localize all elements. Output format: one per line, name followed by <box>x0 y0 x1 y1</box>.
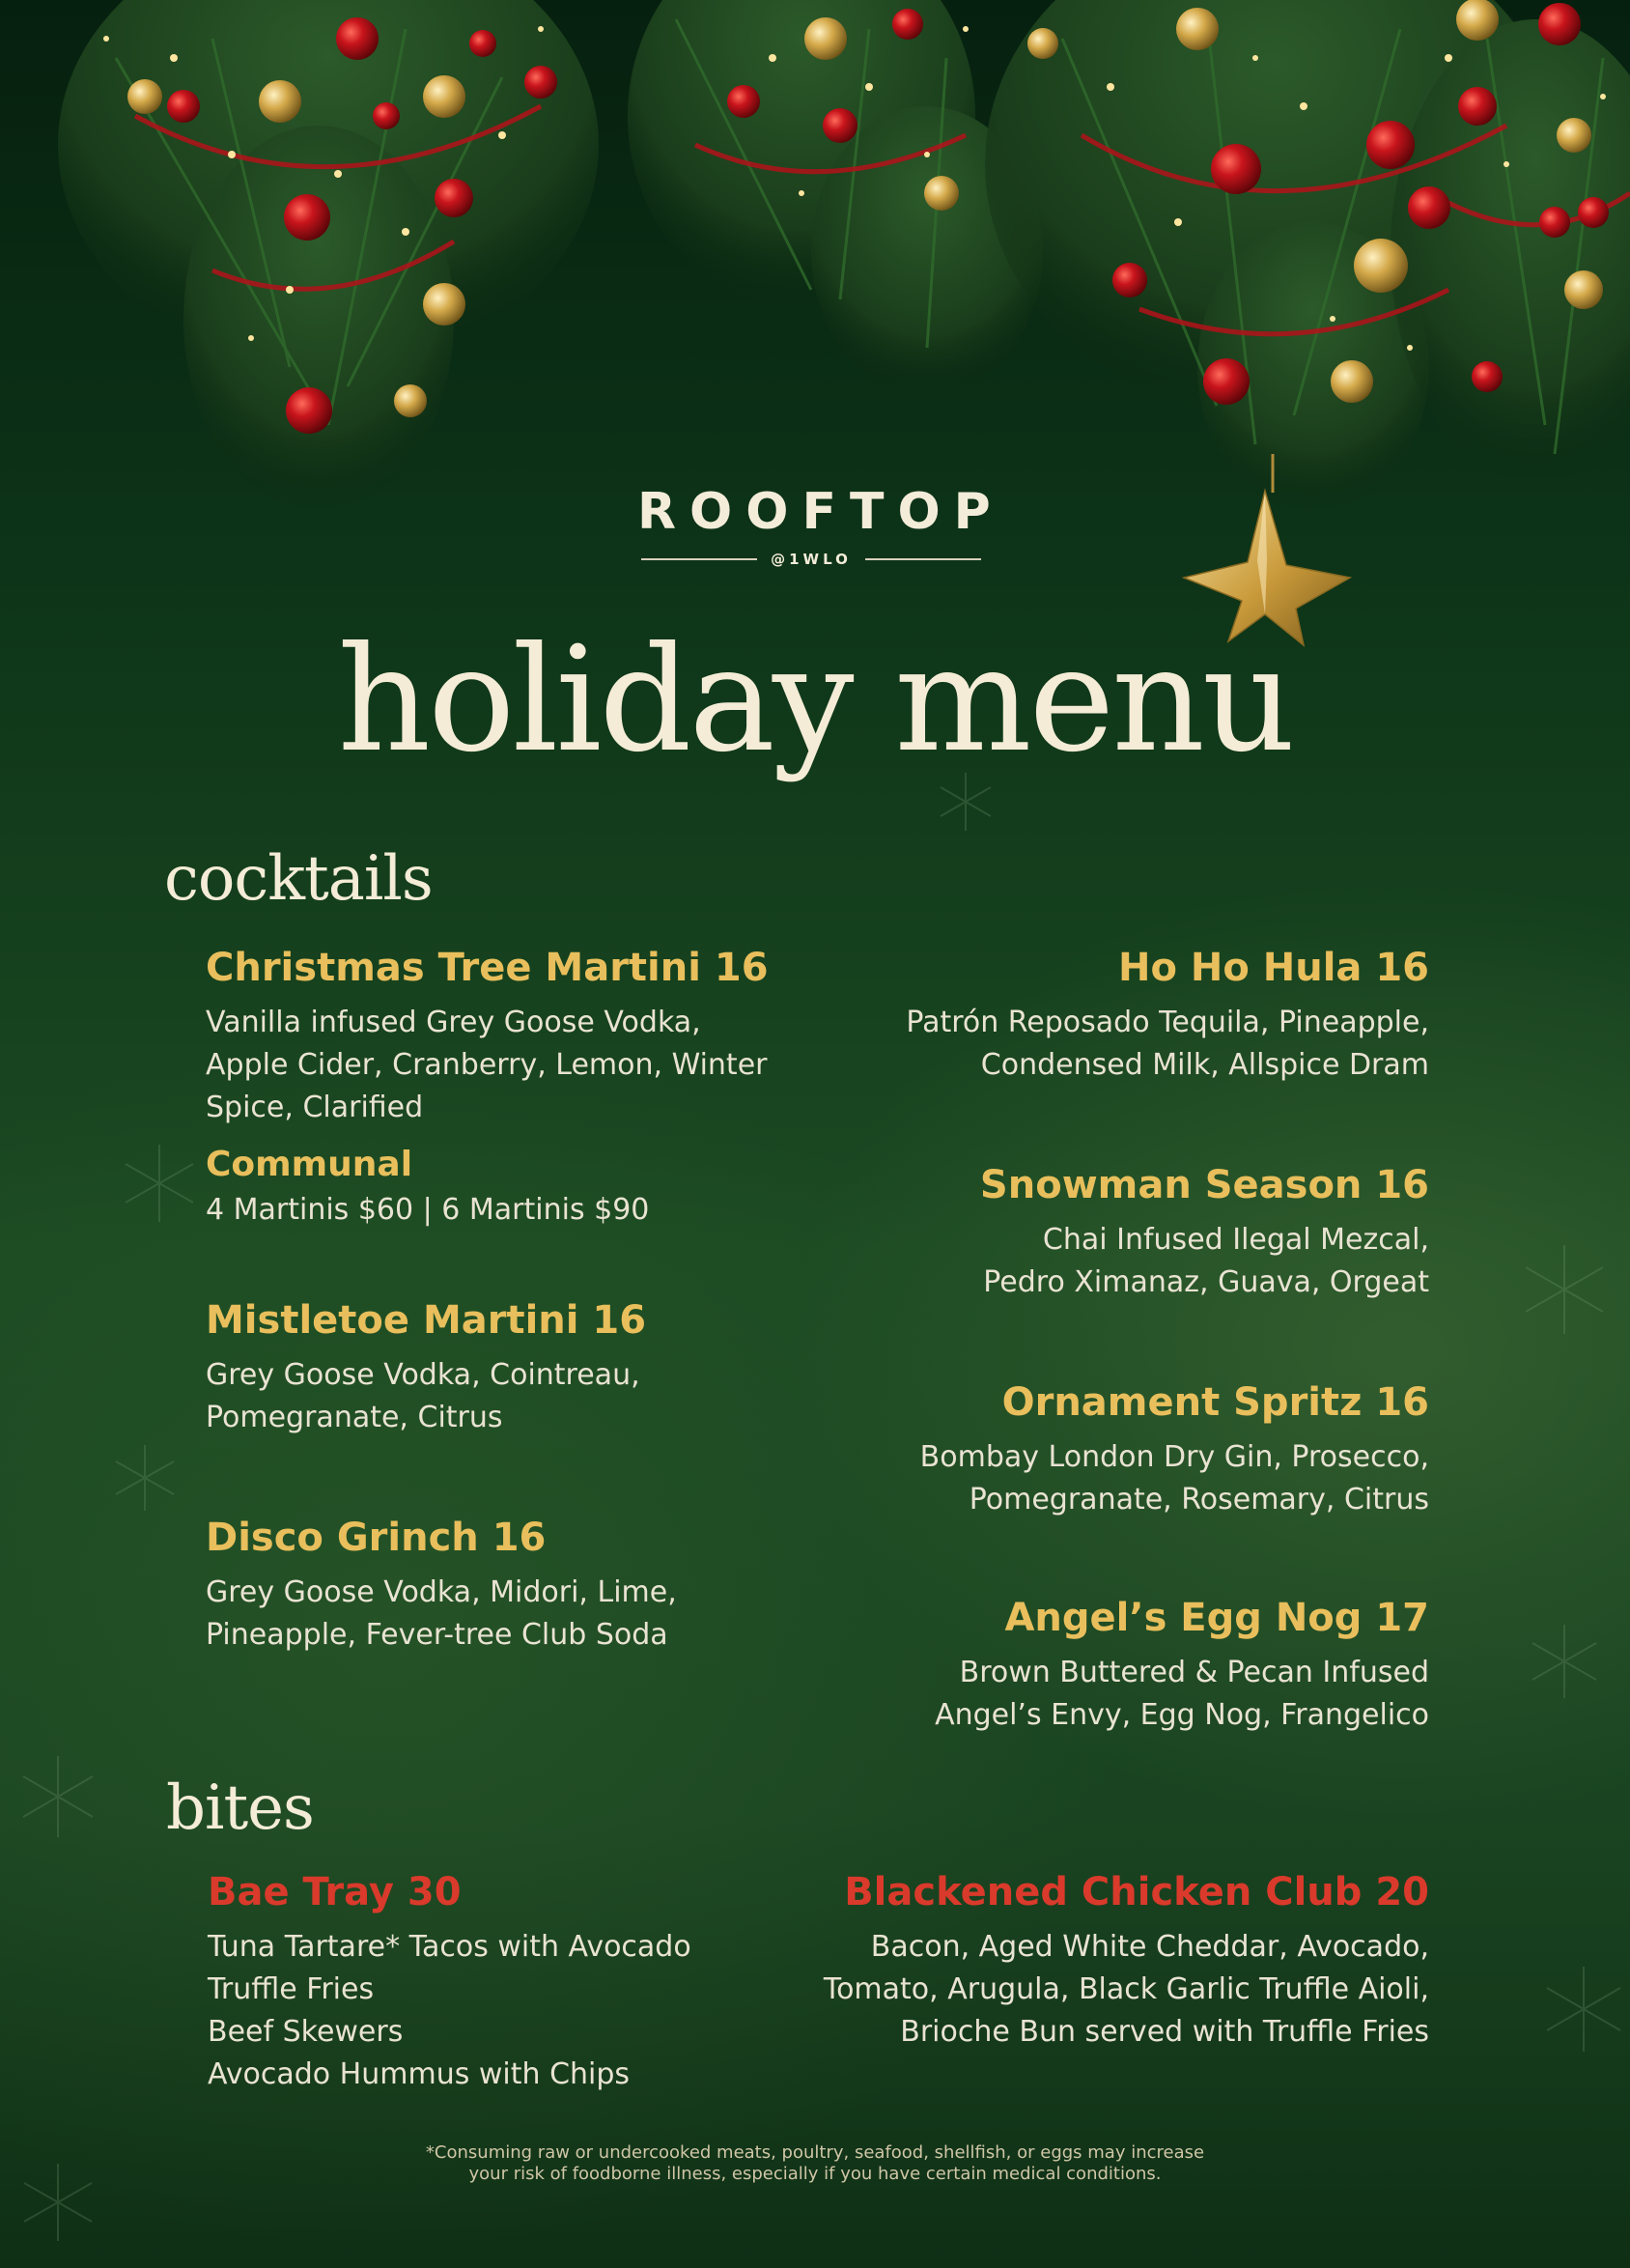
item-description-line: Pineapple, Fever-tree Club Soda <box>206 1618 668 1652</box>
item-description <box>811 1652 1429 1737</box>
logo-divider-left <box>641 558 757 560</box>
brand-logo <box>637 483 1004 568</box>
menu-item-ho-ho-hula <box>811 942 1429 1087</box>
item-description-line: Bombay London Dry Gin, Prosecco, <box>919 1440 1429 1474</box>
item-description <box>811 1219 1429 1304</box>
item-description-line: Beef Skewers <box>208 2015 404 2049</box>
item-description-line: Spice, Clarified <box>206 1091 424 1124</box>
disclaimer-line: *Consuming raw or undercooked meats, poultry, seafood, shellfish, or eggs may increase <box>425 2142 1205 2163</box>
item-description-line: Grey Goose Vodka, Midori, Lime, <box>206 1575 677 1609</box>
menu-item-snowman-season <box>811 1159 1429 1304</box>
communal-pricing: 4 Martinis $60 | 6 Martinis $90 <box>206 1193 650 1227</box>
item-description <box>206 1572 824 1657</box>
item-description-line: Condensed Milk, Allspice Dram <box>980 1048 1429 1082</box>
item-description-line: Pomegranate, Rosemary, Citrus <box>969 1483 1429 1517</box>
communal-heading: Communal <box>206 1145 413 1184</box>
disclaimer-line: your risk of foodborne illness, especially if you have certain medical conditions. <box>468 2164 1162 2184</box>
item-name: Snowman Season 16 <box>979 1163 1429 1207</box>
item-name: Ornament Spritz 16 <box>1001 1380 1429 1425</box>
item-name: Disco Grinch 16 <box>206 1516 547 1560</box>
item-description-line: Vanilla infused Grey Goose Vodka, <box>206 1006 701 1039</box>
menu-item-mistletoe-martini <box>206 1294 824 1439</box>
item-description-line: Tomato, Arugula, Black Garlic Truffle Aioli, <box>823 1972 1429 2006</box>
item-description-line: Brioche Bun served with Truffle Fries <box>900 2015 1429 2049</box>
item-description-line: Apple Cider, Cranberry, Lemon, Winter <box>206 1048 768 1082</box>
menu-item-angels-egg-nog <box>811 1592 1429 1737</box>
item-name: Bae Tray 30 <box>208 1870 462 1914</box>
menu-item-disco-grinch <box>206 1512 824 1657</box>
item-description <box>773 1926 1429 2054</box>
item-description-line: Pomegranate, Citrus <box>206 1401 503 1434</box>
item-description-line: Angel’s Envy, Egg Nog, Frangelico <box>935 1698 1429 1732</box>
menu-item-bae-tray <box>208 1866 826 2096</box>
brand-sub-row <box>637 551 985 568</box>
item-description-line: Truffle Fries <box>208 1972 375 2006</box>
item-description-line: Grey Goose Vodka, Cointreau, <box>206 1358 640 1392</box>
brand-name: ROOFTOP <box>637 483 1004 541</box>
item-description <box>208 1926 826 2096</box>
item-name: Angel’s Egg Nog 17 <box>1004 1596 1429 1640</box>
item-description-line: Tuna Tartare* Tacos with Avocado <box>208 1930 691 1964</box>
section-heading-bites: bites <box>166 1772 314 1844</box>
logo-divider-right <box>865 558 981 560</box>
item-description-line: Patrón Reposado Tequila, Pineapple, <box>906 1006 1429 1039</box>
menu-title: holiday menu <box>337 616 1293 784</box>
menu-item-christmas-tree-martini <box>206 942 824 1232</box>
item-description-line: Chai Infused Ilegal Mezcal, <box>1042 1223 1429 1257</box>
item-description-line: Pedro Ximanaz, Guava, Orgeat <box>983 1265 1429 1299</box>
item-description <box>811 1002 1429 1087</box>
item-name: Blackened Chicken Club 20 <box>844 1870 1429 1914</box>
item-description <box>206 1002 824 1129</box>
menu-item-blackened-chicken-club <box>773 1866 1429 2054</box>
item-description <box>811 1436 1429 1521</box>
item-name: Christmas Tree Martini 16 <box>206 946 769 990</box>
item-description-line: Avocado Hummus with Chips <box>208 2057 631 2091</box>
section-heading-cocktails: cocktails <box>164 843 433 915</box>
item-name: Mistletoe Martini 16 <box>206 1298 647 1343</box>
menu-item-ornament-spritz <box>811 1376 1429 1521</box>
health-disclaimer <box>0 2142 1630 2185</box>
item-description-line: Brown Buttered & Pecan Infused <box>959 1656 1429 1689</box>
item-description-line: Bacon, Aged White Cheddar, Avocado, <box>870 1930 1429 1964</box>
item-description <box>206 1354 824 1439</box>
item-name: Ho Ho Hula 16 <box>1117 946 1429 990</box>
brand-sub: @1WLO <box>771 551 852 568</box>
